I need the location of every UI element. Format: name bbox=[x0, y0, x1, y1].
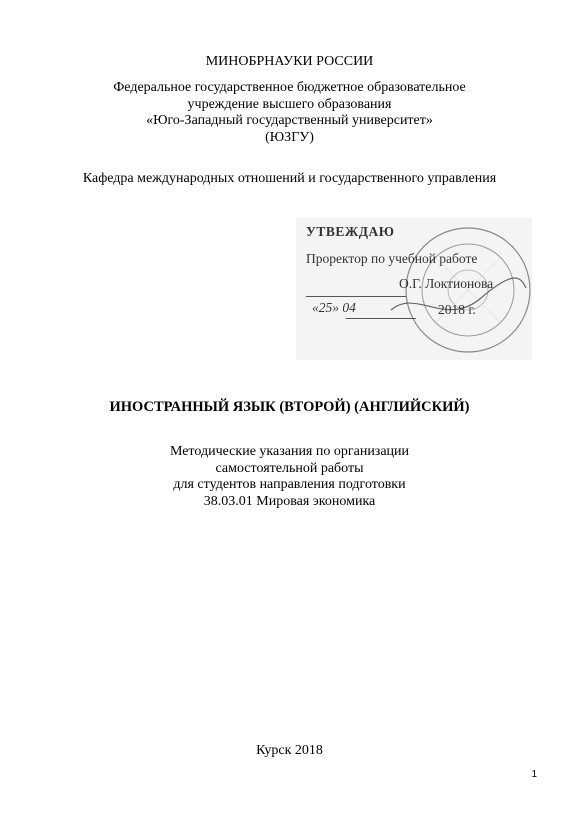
approval-date: «25» 04 bbox=[312, 300, 356, 315]
city-year: Курск 2018 bbox=[256, 743, 323, 758]
subtitle-line: самостоятельной работы bbox=[215, 460, 364, 476]
approval-stamp bbox=[296, 218, 532, 360]
approve-label: УТВЕЖДАЮ bbox=[306, 224, 395, 239]
university-line: (ЮЗГУ) bbox=[265, 129, 314, 145]
subtitle-line: 38.03.01 Мировая экономика bbox=[203, 493, 376, 509]
approver-role: Проректор по учебной работе bbox=[306, 251, 478, 266]
university-name bbox=[0, 80, 579, 146]
ministry-name: МИНОБРНАУКИ РОССИИ bbox=[205, 54, 374, 69]
university-line: «Юго-Западный государственный университет» bbox=[146, 113, 433, 128]
subtitle-line: для студентов направления подготовки bbox=[173, 477, 406, 492]
approval-year: 2018 г. bbox=[438, 302, 476, 317]
page-number: 1 bbox=[531, 769, 537, 780]
department-name: Кафедра международных отношений и государственного управления bbox=[82, 171, 497, 186]
subtitle-line: Методические указания по организации bbox=[169, 444, 410, 459]
approver-name: О.Г. Локтионова bbox=[399, 276, 494, 291]
signature-line bbox=[306, 296, 406, 297]
university-line: Федеральное государственное бюджетное образовательное bbox=[113, 80, 466, 95]
university-line: учреждение высшего образования bbox=[187, 96, 392, 112]
date-line bbox=[346, 318, 416, 319]
document-subtitle bbox=[0, 444, 579, 510]
document-title: ИНОСТРАННЫЙ ЯЗЫК (ВТОРОЙ) (АНГЛИЙСКИЙ) bbox=[109, 399, 470, 415]
